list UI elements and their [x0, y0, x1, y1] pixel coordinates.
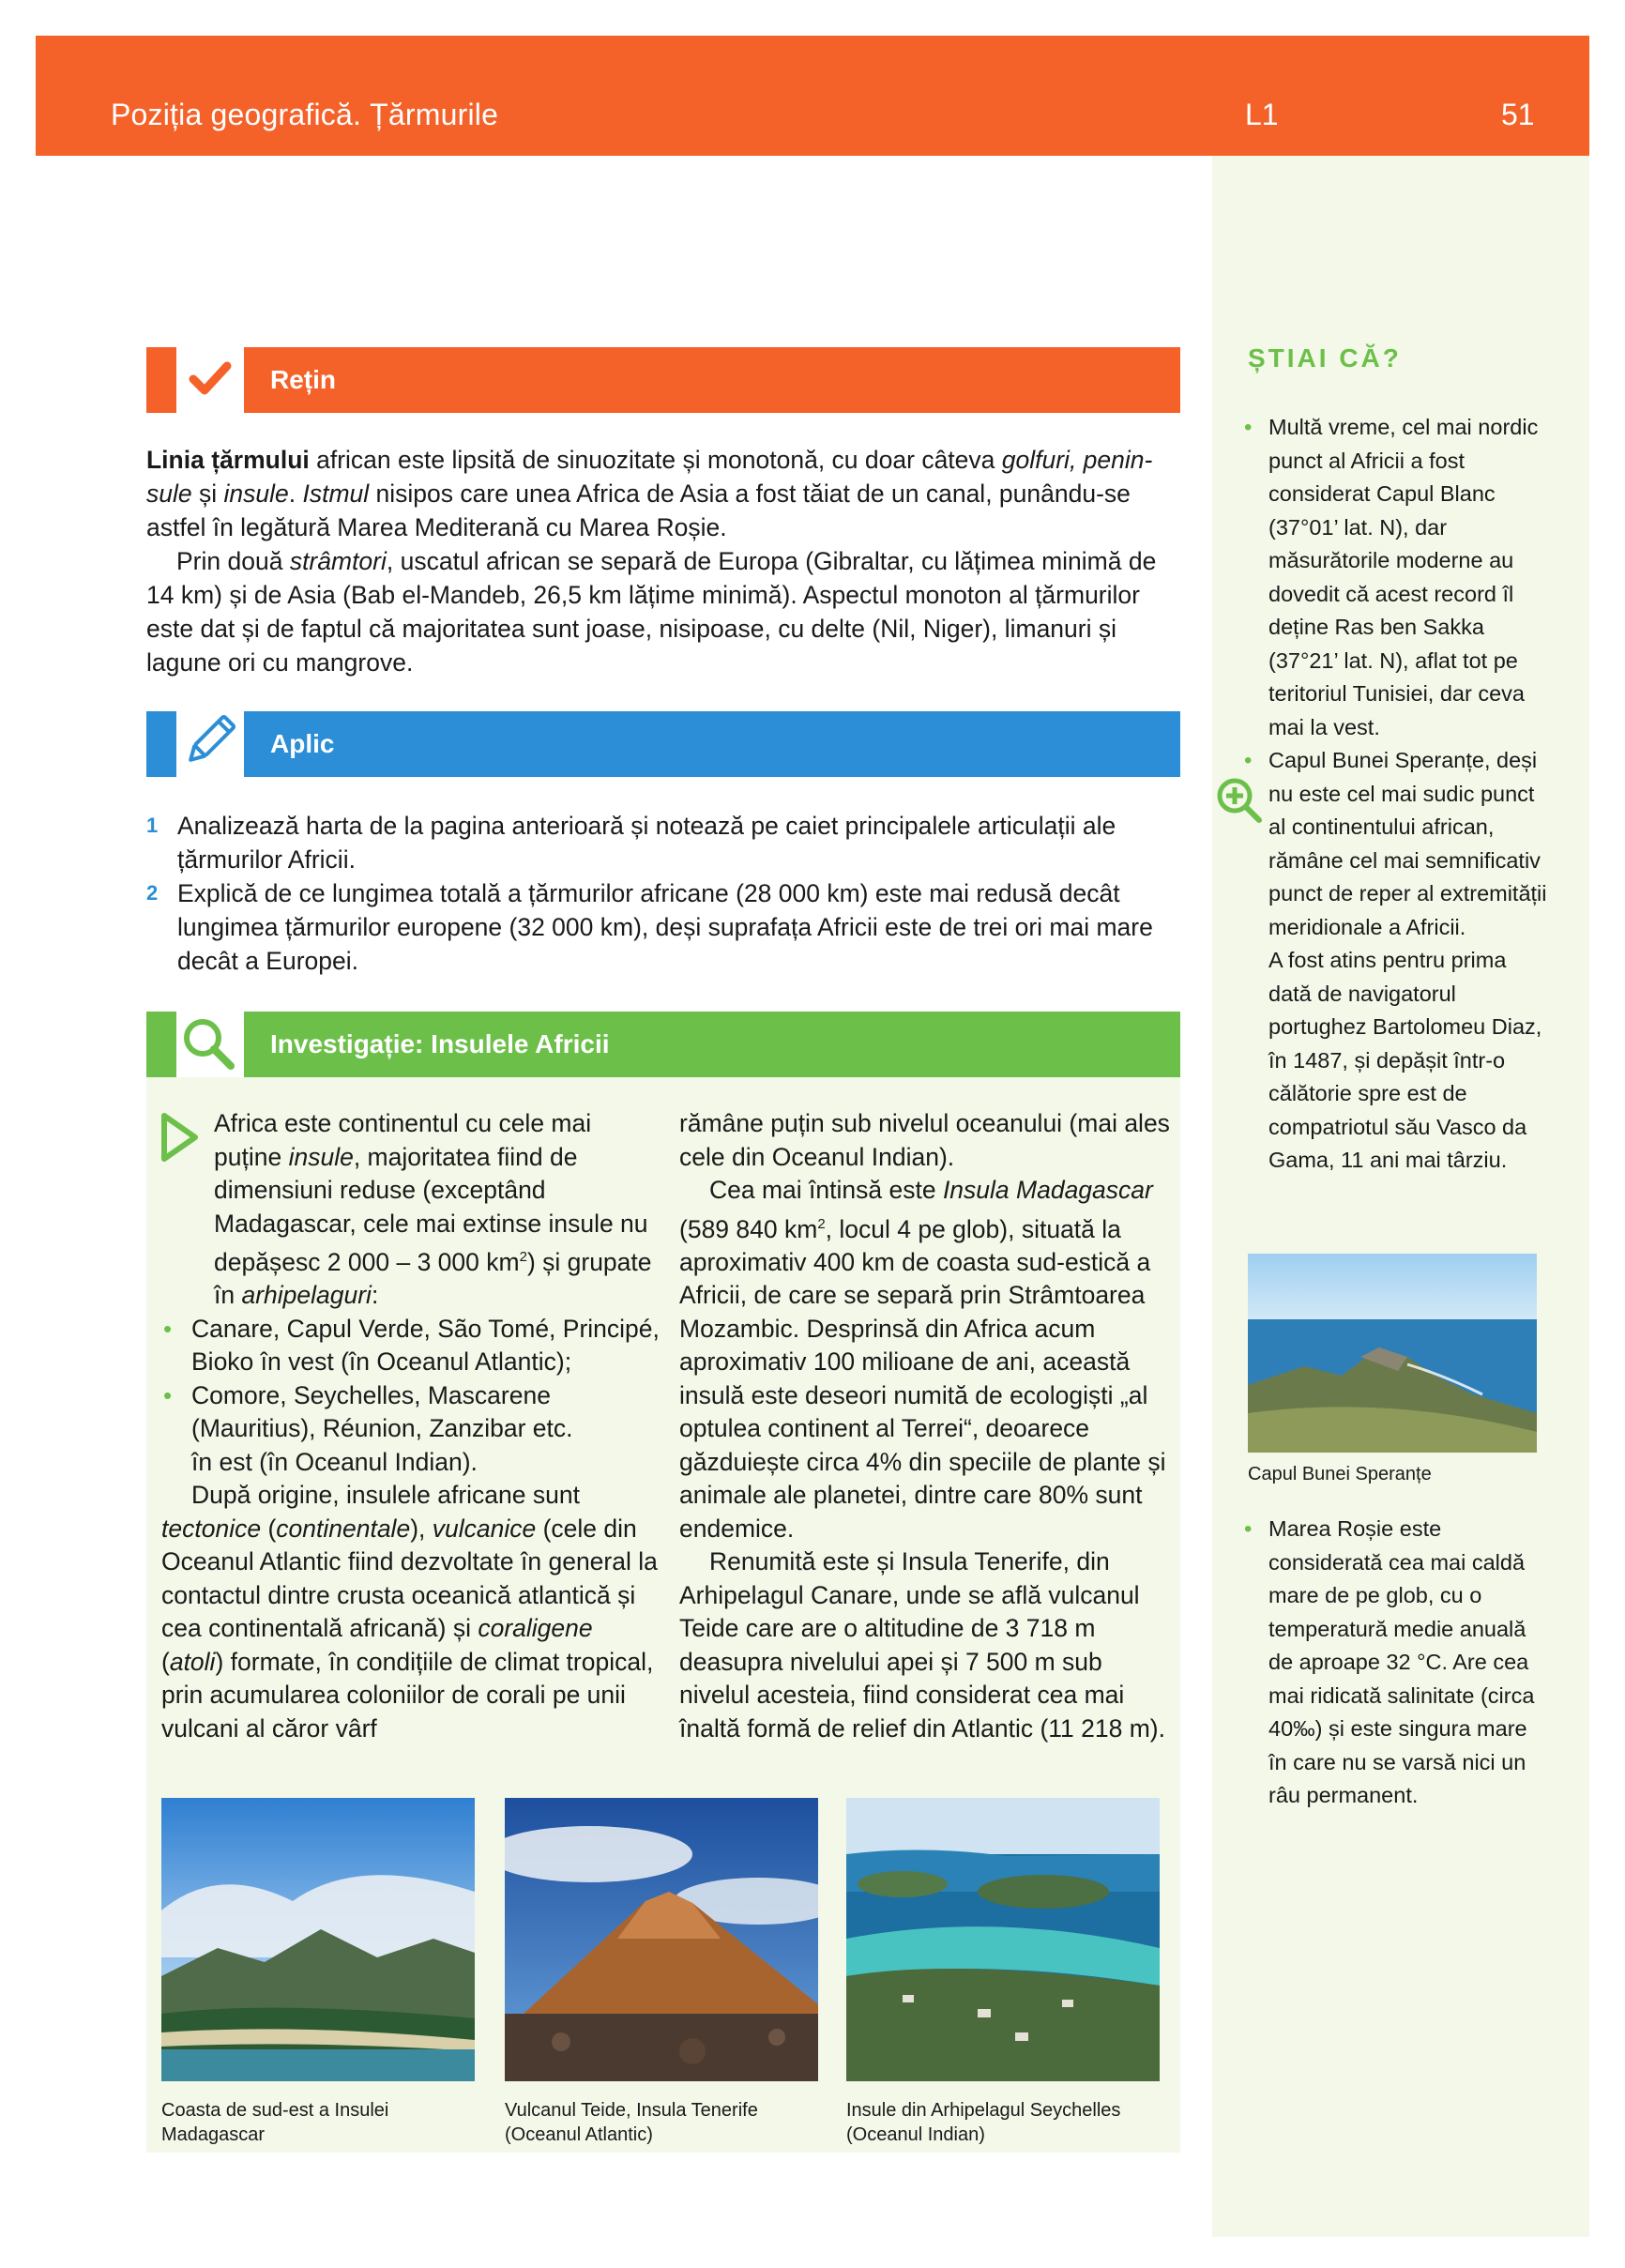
madagascar-photo	[161, 1798, 475, 2081]
seychelles-caption: Insule din Arhipelagul Seychelles (Oceanul Indian)	[846, 2100, 1121, 2145]
retin-accent	[146, 347, 176, 413]
cape-good-hope-photo	[1248, 1254, 1537, 1453]
aplic-heading: Aplic	[244, 711, 1180, 777]
aplic-accent	[146, 711, 176, 777]
investigatie-column-2: rămâne puțin sub nivelul oceanului (mai ales cele din Oceanul Indian). Cea mai întinsă este Insula Madagascar (589 840 $km^2$, locul 4 pe glob), situată la aproximativ 400 km de coasta sud-estică a Africii, de care se separă prin Strâmtoarea Mozambic. Desprinsă din Africa acum aproximativ 100 milioane de ani, această insulă este deseori numită de ecologiști „al optulea continent al Terrei“, deoarece găzduiește circa 4% din speciile de plante și animale ale planetei, dintre care 80% sunt endemice. Renumită este și Insula Tenerife, din Arhipelagul Canare, unde se află vulcanul Teide care are o altitudine de 3 718 m deasupra nivelului apei și 7 500 m sub nivelul acesteia, fiind considerat cea mai înaltă formă de relief din Atlantic (11 218 m).	[679, 1109, 1170, 1743]
teide-photo	[505, 1798, 818, 2081]
fact-item: • Capul Bunei Speranțe, deși nu este cel mai sudic punct al continentului african, rămâne cel mai semnificativ punct de reper al extremității meridionale a Africii.	[1268, 744, 1550, 944]
zoom-in-icon	[1214, 775, 1265, 826]
sidebar-facts-bottom	[1268, 1513, 1550, 1813]
page-number: 51	[1501, 98, 1535, 131]
madagascar-caption: Coasta de sud-est a Insulei Madagascar	[161, 2100, 389, 2145]
header-bar	[36, 36, 1212, 156]
investigatie-accent	[146, 1012, 176, 1077]
investigatie-heading: Investigație: Insulele Africii	[244, 1012, 1180, 1077]
sidebar-title: ȘTIAI CĂ?	[1248, 343, 1402, 373]
pencil-icon	[180, 711, 238, 771]
task-item: 2 Explică de ce lungimea totală a țărmurilor africane (28 000 km) este mai redusă decât lungimea țărmurilor europene (32 000 km), deși suprafața Africii este de trei ori mai mare decât a Europei.	[146, 879, 1153, 975]
retin-text: Linia țărmului african este lipsită de sinuozitate și monotonă, cu doar câteva golfuri, penin-sule și insule. Istmul nisipos care unea Africa de Asia a fost tăiat de un canal, punându-se astfel în legătură Marea Mediterană cu Marea Roșie. Prin două strâmtori, uscatul african se separă de Europa (Gibraltar, cu lățimea minimă de 14 km) și de Asia (Bab el-Mandeb, 26,5 km lățime minimă). Aspectul monoton al țărmurilor este dat și de faptul că majoritatea sunt joase, nisipoase, cu delte (Nil, Niger), limanuri și lagune ori cu mangrove.	[146, 446, 1157, 677]
task-item: 1 Analizează harta de la pagina anterioară și notează pe caiet principalele articulații ale țărmurilor Africii.	[146, 812, 1116, 874]
fact-item: • Marea Roșie este considerată cea mai caldă mare de pe glob, cu o temperatură medie anuală de aproape 32 °C. Are cea mai ridicată salinitate (circa 40‰) și este singura mare în care nu se varsă nici un râu permanent.	[1268, 1513, 1550, 1813]
archipelago-bullet: • Canare, Capul Verde, São Tomé, Principé, Bioko în vest (în Oceanul Atlantic);	[161, 1313, 661, 1379]
fact-item: • Multă vreme, cel mai nordic punct al Africii a fost considerat Capul Blanc (37°01’ lat. N), dar măsurătorile moderne au dovedit că acest record îl deține Ras ben Sakka (37°21’ lat. N), aflat tot pe teritoriul Tunisiei, dar ceva mai la vest.	[1268, 411, 1550, 744]
investigatie-column-1: Africa este continentul cu cele mai puține insule, majoritatea fiind de dimensiuni reduse (exceptând Madagascar, cele mai extinse insule nu depășesc 2 000 – 3 000 $km^2$) și grupate în arhipelaguri: • Canare, Capul Verde, São Tomé, Principé, Bioko în vest (în Oceanul Atlantic); • Comore, Seychelles, Mascarene (Mauritius), Réunion, Zanzibar etc. în est (în Oceanul Indian). După origine, insulele africane sunt tectonice (continentale), vulcanice (cele din Oceanul Atlantic fiind dezvoltate în general la contactul dintre crusta oceanică atlantică și cea continentală africană) și coraligene (atoli) formate, în condițiile de climat tropical, prin acumularea coloniilor de corali pe unii vulcani al căror vârf	[161, 1107, 661, 1745]
chapter-title: Poziția geografică. Țărmurile	[111, 98, 499, 131]
header-bar-right	[1212, 36, 1589, 156]
archipelago-bullet: • Comore, Seychelles, Mascarene (Mauritius), Réunion, Zanzibar etc.	[161, 1379, 661, 1446]
magnifier-icon	[180, 1015, 236, 1072]
teide-caption: Vulcanul Teide, Insula Tenerife (Oceanul Atlantic)	[505, 2100, 758, 2145]
sidebar-facts-top: • Multă vreme, cel mai nordic punct al Africii a fost considerat Capul Blanc (37°01’ lat. N), dar măsurătorile moderne au dovedit că acest record îl deține Ras ben Sakka (37°21’ lat. N), aflat tot pe teritoriul Tunisiei, dar ceva mai la vest. • Capul Bunei Speranțe, deși nu este cel mai sudic punct al continentului african, rămâne cel mai semnificativ punct de reper al extremității meridionale a Africii. A fost atins pentru prima dată de navigatorul portughez Bartolomeu Diaz, în 1487, și depășit într-o călătorie spre est de compatriotul său Vasco da Gama, 11 ani mai târziu.	[1268, 411, 1550, 1178]
lesson-label: L1	[1245, 98, 1279, 131]
cape-caption: Capul Bunei Speranțe	[1248, 1464, 1432, 1484]
seychelles-photo	[846, 1798, 1160, 2081]
checkmark-icon	[186, 355, 235, 403]
retin-heading: Rețin	[244, 347, 1180, 413]
aplic-tasks	[146, 809, 1180, 978]
